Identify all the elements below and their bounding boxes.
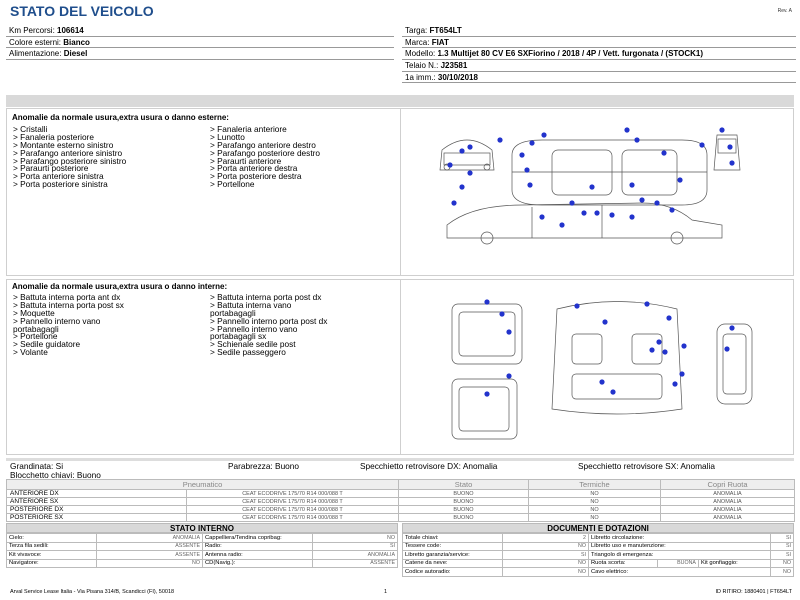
list-item: portabagagli sx (210, 331, 267, 342)
list-item: > Porta anteriore destra (210, 163, 298, 174)
km-label: Km Percorsi: (9, 26, 55, 35)
brand-value: FIAT (431, 37, 449, 47)
item-label: Kit gonfiaggio: (698, 559, 771, 568)
item-label: Navigatore: (7, 559, 97, 568)
list-item: > Fanaleria anteriore (210, 124, 287, 134)
footer-company: Arval Service Lease Italia - Via Pisana 314/B, Scandicci (FI), 50018 (10, 589, 175, 595)
item-value: ASSENTE (97, 542, 203, 551)
item-label: Kit vivavoce: (7, 551, 97, 560)
color-label: Colore esterni: (9, 37, 62, 47)
tyres-header (7, 480, 795, 490)
chassis-label: Telaio N.: (405, 61, 439, 70)
item-label: Triangolo di emergenza: (589, 551, 771, 560)
item-value: NO (503, 568, 589, 577)
item-label: Totale chiavi: (403, 534, 503, 543)
list-item: > Portellone (210, 179, 255, 190)
col-header: Termiche (529, 480, 661, 490)
footer-id: ID RITIRO: 1880401 | FT654LT (715, 589, 792, 595)
panel-divider (400, 280, 401, 454)
internal-state-title: STATO INTERNO (6, 523, 398, 533)
hail-status: Grandinata: Si (10, 461, 64, 471)
documents-table (402, 533, 794, 577)
item-label: Codice autoradio: (403, 568, 503, 577)
item-value: SI (771, 542, 794, 551)
list-item: > Paraurti anteriore (210, 155, 282, 166)
revision-label: Rev. A (777, 8, 792, 14)
key-block-status: Blocchetto chiavi: Buono (10, 470, 101, 480)
item-label: Cielo: (7, 534, 97, 543)
item-label: Cavo elettrico: (589, 568, 771, 577)
item-label: Cappelliera/Tendina copribag: (203, 534, 313, 543)
tyre-model: CEAT ECODRIVE 175/70 R14 000/088 T (187, 506, 399, 514)
list-item: > Porta posteriore destra (210, 171, 302, 182)
item-value: BUONA (657, 559, 698, 568)
table-row (7, 506, 795, 514)
item-value: NO (97, 559, 203, 568)
item-value: ANOMALIA (313, 551, 398, 560)
table-row (403, 559, 794, 568)
external-damage-panel (6, 108, 794, 276)
plate-value: FT654LT (429, 26, 462, 35)
list-item: > Montante esterno sinistro (13, 139, 114, 150)
list-item: > Lunotto (210, 131, 245, 142)
list-item: > Parafango anteriore sinistro (13, 147, 123, 158)
registration-row (402, 72, 796, 84)
table-row (7, 559, 398, 568)
table-row (403, 542, 794, 551)
col-header: Copri Ruota (661, 480, 795, 490)
item-value: ANOMALIA (97, 534, 203, 543)
internal-list-col1 (13, 294, 124, 357)
page-title: STATO DEL VEICOLO (10, 3, 154, 19)
vehicle-interior-diagram (447, 294, 787, 454)
model-label: Modello: (405, 49, 436, 58)
chassis-value: J23581 (440, 61, 468, 70)
chassis-row (402, 60, 796, 72)
list-item: portabagagli (210, 307, 256, 318)
internal-state-block (6, 523, 398, 568)
internal-state-table (6, 533, 398, 568)
brand-row (402, 37, 796, 49)
documents-block (402, 523, 794, 577)
item-label: Radio: (203, 542, 313, 551)
col-header: Pneumatico (7, 480, 399, 490)
hail-blocchetto-block (10, 462, 101, 480)
plate-label: Targa: (405, 26, 428, 35)
tyre-model: CEAT ECODRIVE 175/70 R14 000/088 T (187, 498, 399, 506)
vehicle-info-right (402, 25, 796, 83)
registration-value: 30/10/2018 (437, 72, 478, 82)
list-item: > Portellone (13, 331, 58, 342)
col-header: Stato (399, 480, 529, 490)
list-item: > Parafango posteriore sinistro (13, 155, 127, 166)
item-value: SI (771, 534, 794, 543)
list-item: > Battuta interna porta post dx (210, 292, 322, 302)
item-value: 2 (503, 534, 589, 543)
list-item: > Pannello interno porta post dx (210, 315, 328, 326)
km-row (6, 25, 394, 37)
footer-page-number: 1 (384, 589, 388, 595)
table-row (7, 498, 795, 506)
mirror-left-status: Specchietto retrovisore SX: Anomalia (578, 461, 715, 471)
tyre-position: POSTERIORE DX (7, 506, 187, 514)
table-row (7, 490, 795, 498)
list-item: > Battuta interna porta post sx (13, 299, 124, 310)
plate-row (402, 25, 796, 37)
item-label: Tessere code: (403, 542, 503, 551)
internal-list-col2 (210, 294, 327, 357)
item-value: ASSENTE (313, 559, 398, 568)
external-list-col1 (13, 126, 126, 189)
tyre-hubcap: ANOMALIA (661, 498, 795, 506)
tyre-position: POSTERIORE SX (7, 514, 187, 522)
item-value: NO (503, 542, 589, 551)
tyre-hubcap: ANOMALIA (661, 514, 795, 522)
item-label: Antenna radio: (203, 551, 313, 560)
table-row (7, 534, 398, 543)
list-item: > Paraurti posteriore (13, 163, 89, 174)
item-label: Libretto uso e manutenzione: (589, 542, 771, 551)
mirror-right-status: Specchietto retrovisore DX: Anomalia (360, 461, 498, 471)
windscreen-status: Parabrezza: Buono (228, 461, 300, 471)
list-item: > Cristalli (13, 124, 48, 134)
item-label: Libretto circolazione: (589, 534, 771, 543)
tyre-position: ANTERIORE SX (7, 498, 187, 506)
list-item: > Pannello interno vano (13, 315, 101, 326)
item-value: SI (313, 542, 398, 551)
tyre-status: BUONO (399, 498, 529, 506)
list-item: portabagagli (13, 323, 59, 334)
item-label: Catene da neve: (403, 559, 503, 568)
model-value: 1.3 Multijet 80 CV E6 SXFiorino / 2018 / 4P / Vett. furgonata / (STOCK1) (437, 49, 704, 58)
tyre-winter: NO (529, 506, 661, 514)
list-item: > Porta anteriore sinistra (13, 171, 104, 182)
list-item: > Battuta interna porta ant dx (13, 292, 121, 302)
color-value: Bianco (63, 37, 90, 47)
item-value: NO (771, 568, 794, 577)
tyre-winter: NO (529, 514, 661, 522)
item-label: CD(Navig.): (203, 559, 313, 568)
vehicle-info-left (6, 25, 394, 60)
vehicle-exterior-diagram (432, 125, 742, 245)
list-item: > Porta posteriore sinistra (13, 179, 108, 190)
item-value: NO (313, 534, 398, 543)
list-item: > Sedile guidatore (13, 339, 81, 350)
table-row (7, 551, 398, 560)
item-value: SI (771, 551, 794, 560)
list-item: > Parafango posteriore destro (210, 147, 321, 158)
table-row (7, 514, 795, 522)
brand-label: Marca: (405, 37, 430, 47)
external-list-col2 (210, 126, 320, 189)
item-value: ASSENTE (97, 551, 203, 560)
documents-title: DOCUMENTI E DOTAZIONI (402, 523, 794, 533)
tyres-table (6, 479, 795, 522)
item-value: SI (503, 551, 589, 560)
panel-divider (400, 109, 401, 275)
tyre-winter: NO (529, 498, 661, 506)
tyre-hubcap: ANOMALIA (661, 506, 795, 514)
list-item: > Fanaleria posteriore (13, 131, 94, 142)
fuel-row (6, 48, 394, 60)
registration-label: 1a imm.: (405, 72, 436, 82)
list-item: > Pannello interno vano (210, 323, 298, 334)
table-row (403, 568, 794, 577)
item-label: Libretto garanzia/service: (403, 551, 503, 560)
list-item: > Sedile passeggero (210, 347, 286, 358)
km-value: 106614 (57, 26, 84, 35)
item-value: NO (503, 559, 589, 568)
item-value: NO (771, 559, 794, 568)
list-item: > Moquette (13, 307, 55, 318)
tyre-position: ANTERIORE DX (7, 490, 187, 498)
list-item: > Schienale sedile post (210, 339, 296, 350)
section-separator (6, 95, 794, 107)
tyre-status: BUONO (399, 506, 529, 514)
tyre-status: BUONO (399, 490, 529, 498)
table-row (7, 542, 398, 551)
tyre-winter: NO (529, 490, 661, 498)
fuel-value: Diesel (63, 49, 88, 58)
color-row (6, 37, 394, 49)
tyre-model: CEAT ECODRIVE 175/70 R14 000/088 T (187, 490, 399, 498)
tyre-hubcap: ANOMALIA (661, 490, 795, 498)
list-item: > Volante (13, 347, 48, 358)
fuel-label: Alimentazione: (9, 49, 62, 58)
list-item: > Parafango anteriore destro (210, 139, 316, 150)
tyre-status: BUONO (399, 514, 529, 522)
internal-damage-panel (6, 279, 794, 455)
item-label: Terza fila sedili: (7, 542, 97, 551)
table-row (403, 534, 794, 543)
internal-damage-title: Anomalie da normale usura,extra usura o danno interne: (12, 282, 228, 291)
list-item: > Battuta interna vano (210, 299, 292, 310)
item-label: Ruota scorta: (589, 559, 658, 568)
tyre-model: CEAT ECODRIVE 175/70 R14 000/088 T (187, 514, 399, 522)
model-row (402, 48, 796, 60)
table-row (403, 551, 794, 560)
external-damage-title: Anomalie da normale usura,extra usura o danno esterne: (12, 113, 229, 122)
